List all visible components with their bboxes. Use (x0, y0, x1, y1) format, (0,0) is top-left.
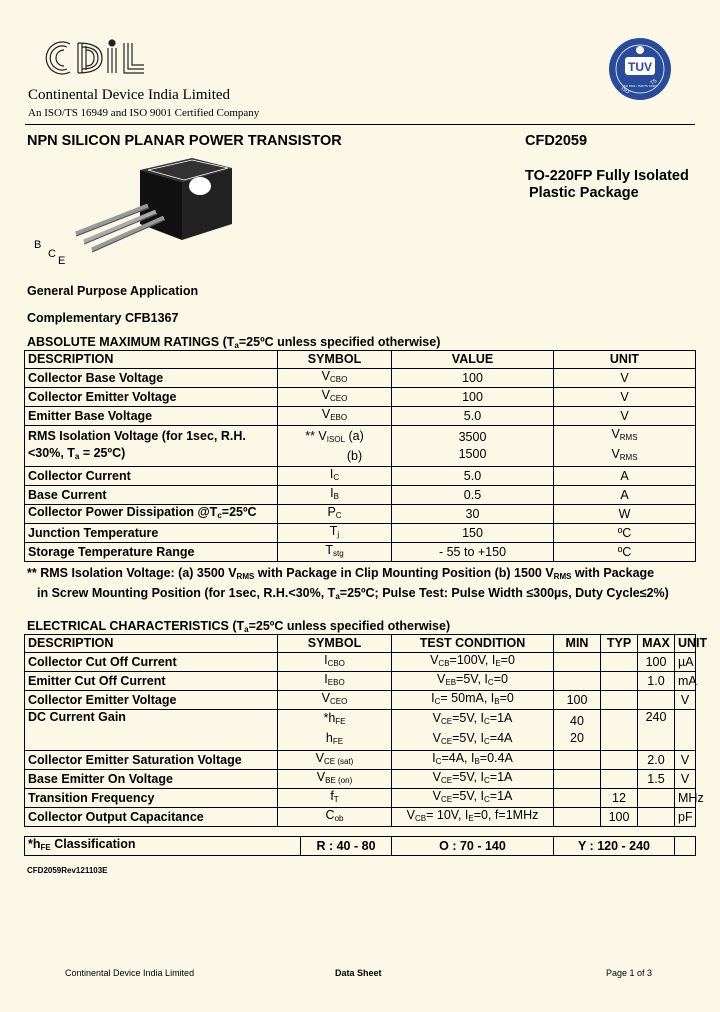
row-desc: Emitter Base Voltage (25, 407, 278, 426)
row-symbol (278, 808, 392, 827)
row-desc: Collector Current (25, 467, 278, 486)
cond-sub-b: E (468, 814, 474, 823)
certification-text: An ISO/TS 16949 and ISO 9001 Certified Company (28, 107, 260, 119)
symbol-sub: FE (335, 717, 346, 726)
symbol-sub: ob (334, 814, 344, 823)
note-2b: =25ºC; Pulse Test: Pulse Width ≤300µs, Duty Cycle≤2%) (339, 586, 669, 600)
row-value: 100 (392, 369, 554, 388)
col-symbol: SYMBOL (278, 635, 392, 653)
svg-text:ISO: ISO (619, 85, 631, 96)
package-line-2: Plastic Package (529, 185, 639, 201)
min-line-2: 20 (570, 731, 584, 745)
abs-max-heading (27, 335, 440, 350)
elec-heading-tail: =25ºC unless specified otherwise) (248, 619, 451, 633)
row-unit: MHz (675, 789, 696, 808)
cond-a: V (437, 672, 446, 686)
table-row (25, 505, 696, 524)
tuv-badge (608, 37, 672, 101)
isolation-note-line-2 (37, 586, 669, 601)
hfe-class-r: R : 40 - 80 (301, 837, 392, 856)
symbol-text: I (324, 653, 328, 667)
table-row (25, 789, 696, 808)
symbol-text: I (330, 486, 334, 500)
symbol-sub: CEO (330, 394, 348, 403)
row-symbol (278, 691, 392, 710)
symbol-text: P (327, 505, 336, 519)
row-desc: Storage Temperature Range (25, 543, 278, 562)
row-symbol (278, 789, 392, 808)
min-line-1: 40 (570, 714, 584, 728)
hfe-label-sub: FE (40, 843, 51, 852)
cond2-c: =4A (489, 731, 513, 745)
row-unit: V (554, 407, 696, 426)
row-desc: Junction Temperature (25, 524, 278, 543)
desc-line-2-sub: a (74, 451, 80, 461)
note-2-sub: a (335, 592, 340, 601)
row-min (554, 710, 601, 751)
elec-heading (27, 619, 450, 634)
cond-b: =5V, I (452, 789, 484, 803)
cond2-sub-b: C (483, 737, 490, 746)
cond2-a: V (432, 731, 441, 745)
hfe-label (25, 837, 301, 856)
desc-tail: =25ºC (221, 505, 257, 519)
cond-sub-a: C (434, 697, 441, 706)
hfe-class-o: O : 70 - 140 (392, 837, 554, 856)
symbol-tail: (a) (345, 428, 364, 443)
cond-sub-b: C (483, 795, 490, 804)
table-row (25, 691, 696, 710)
cond-c: =1A (489, 770, 513, 784)
col-max: MAX (638, 635, 675, 653)
row-unit: V (675, 751, 696, 770)
row-symbol (278, 672, 392, 691)
table-row (25, 486, 696, 505)
symbol-sub: C (335, 511, 342, 520)
note-1a: ** RMS Isolation Voltage: (a) 3500 V (27, 566, 237, 580)
desc-sub: c (217, 511, 222, 520)
symbol-text: f (330, 789, 334, 803)
hfe-class-y: Y : 120 - 240 (554, 837, 675, 856)
company-logo (40, 38, 148, 83)
row-unit: V (675, 691, 696, 710)
note-1c: with Package (571, 566, 655, 580)
symbol-line-2: (b) (346, 448, 363, 463)
symbol-sub: CBO (330, 375, 348, 384)
row-desc: Base Current (25, 486, 278, 505)
symbol-text: V (321, 691, 330, 705)
complementary-text: Complementary CFB1367 (27, 311, 179, 325)
row-symbol (278, 770, 392, 789)
col-description: DESCRIPTION (25, 351, 278, 369)
table-header-row (25, 635, 696, 653)
symbol-line-2: h (325, 731, 333, 745)
cond-b: =5V, I (452, 711, 484, 725)
footer-company: Continental Device India Limited (65, 968, 195, 978)
table-row (25, 524, 696, 543)
row-symbol (278, 524, 392, 543)
row-value: 100 (392, 388, 554, 407)
table-row (25, 407, 696, 426)
row-unit: ºC (554, 524, 696, 543)
abs-max-heading-sub: a (234, 341, 239, 350)
svg-text:TS: TS (649, 78, 659, 87)
doc-title: NPN SILICON PLANAR POWER TRANSISTOR (27, 133, 342, 149)
cond-c: =0 (499, 691, 514, 705)
pin-label-c: C (48, 248, 56, 260)
col-description: DESCRIPTION (25, 635, 278, 653)
row-typ (601, 770, 638, 789)
row-desc: Base Emitter On Voltage (25, 770, 278, 789)
row-value: 5.0 (392, 467, 554, 486)
package-line-1: TO-220FP Fully Isolated (525, 168, 689, 184)
row-symbol (278, 710, 392, 751)
row-desc: Collector Cut Off Current (25, 653, 278, 672)
note-1-sub-1: RMS (236, 572, 255, 581)
header-rule (25, 124, 695, 125)
cond-a: V (432, 770, 441, 784)
symbol-text: V (321, 369, 330, 383)
abs-max-table (24, 350, 696, 562)
row-symbol (278, 407, 392, 426)
table-row (25, 770, 696, 789)
symbol-sub: B (333, 492, 339, 501)
row-unit: pF (675, 808, 696, 827)
row-min (554, 751, 601, 770)
symbol-text: I (324, 672, 328, 686)
cond-sub-a: CE (440, 717, 453, 726)
row-unit: V (554, 388, 696, 407)
symbol-sub: C (333, 473, 340, 482)
elec-heading-text: ELECTRICAL CHARACTERISTICS (T (27, 619, 245, 633)
row-value: 5.0 (392, 407, 554, 426)
application-text: General Purpose Application (27, 284, 199, 298)
row-value: 30 (392, 505, 554, 524)
cond-sub-a: CB (414, 814, 427, 823)
cond-sub-a: CE (440, 776, 453, 785)
row-value: 150 (392, 524, 554, 543)
row-symbol (278, 388, 392, 407)
footer-doc-type: Data Sheet (335, 968, 382, 978)
cond-b: =4A, I (441, 751, 475, 765)
note-1-sub-2: RMS (553, 572, 572, 581)
cond-sub-b: C (487, 678, 494, 687)
row-min (554, 672, 601, 691)
revision-code: CFD2059Rev121103E (27, 866, 108, 875)
col-min: MIN (554, 635, 601, 653)
cond-b: =5V, I (456, 672, 488, 686)
symbol-sub: CE (sat) (324, 757, 354, 766)
row-unit (554, 426, 696, 467)
row-max: 1.5 (638, 770, 675, 789)
symbol-sub-2: FE (332, 737, 344, 746)
desc-line-1: RMS Isolation Voltage (for 1sec, R.H. (28, 428, 246, 443)
symbol-sub: T (333, 795, 339, 804)
row-max (638, 691, 675, 710)
col-value: VALUE (392, 351, 554, 369)
row-typ (601, 710, 638, 751)
row-typ (601, 653, 638, 672)
hfe-label-text: *h (28, 837, 41, 851)
row-typ (601, 751, 638, 770)
table-row (25, 672, 696, 691)
cond-b: =100V, I (449, 653, 496, 667)
row-symbol (278, 467, 392, 486)
part-number: CFD2059 (525, 133, 588, 149)
desc-line-2: <30%, T (28, 445, 75, 460)
cond-sub-b: C (483, 717, 490, 726)
note-2a: in Screw Mounting Position (for 1sec, R.H.<30%, T (37, 586, 336, 600)
row-min (554, 808, 601, 827)
col-typ: TYP (601, 635, 638, 653)
cdil-logo-icon (40, 38, 148, 78)
row-symbol (278, 486, 392, 505)
symbol-text: V (321, 407, 331, 421)
col-unit: UNIT (554, 351, 696, 369)
row-condition (392, 770, 554, 789)
col-test-condition: TEST CONDITION (392, 635, 554, 653)
row-min (554, 770, 601, 789)
cond-sub-a: CB (438, 659, 450, 668)
row-condition (392, 653, 554, 672)
symbol-text: I (329, 467, 334, 481)
col-unit: UNIT (675, 635, 696, 653)
row-desc: Transition Frequency (25, 789, 278, 808)
row-unit: W (554, 505, 696, 524)
cond-sub-b: B (494, 697, 500, 706)
symbol-text: T (325, 543, 333, 557)
row-typ: 12 (601, 789, 638, 808)
symbol-sub: ISOL (326, 434, 346, 444)
table-row (25, 837, 696, 856)
note-1b: with Package in Clip Mounting Position (b) 1500 V (254, 566, 554, 580)
row-symbol (278, 543, 392, 562)
row-condition (392, 789, 554, 808)
to220fp-package-icon (32, 158, 242, 270)
cond-c: =0 (500, 653, 515, 667)
cond2-sub-a: CE (440, 737, 453, 746)
cond-sub-a: CE (440, 795, 453, 804)
hfe-empty-cell (675, 837, 696, 856)
value-line-2: 1500 (458, 447, 487, 461)
row-desc: Collector Base Voltage (25, 369, 278, 388)
row-value: - 55 to +150 (392, 543, 554, 562)
col-symbol: SYMBOL (278, 351, 392, 369)
row-symbol (278, 505, 392, 524)
table-row (25, 543, 696, 562)
row-condition (392, 751, 554, 770)
symbol-sub: EBO (330, 413, 348, 422)
symbol-text: V (321, 388, 330, 402)
symbol-text: V (315, 751, 324, 765)
cond-c: =0.4A (479, 751, 513, 765)
cond-c: =1A (489, 789, 513, 803)
row-max: 100 (638, 653, 675, 672)
row-max: 240 (638, 710, 675, 751)
cond-a: V (432, 789, 441, 803)
table-row (25, 751, 696, 770)
desc-text: Collector Power Dissipation @T (28, 505, 218, 519)
cond-b: = 10V, I (426, 808, 469, 822)
row-desc: Collector Emitter Voltage (25, 691, 278, 710)
table-row (25, 426, 696, 467)
symbol-sub: CBO (327, 659, 345, 668)
cond-c: =0, f=1MHz (473, 808, 539, 822)
row-value (392, 426, 554, 467)
cond-b: = 50mA, I (440, 691, 495, 705)
unit-sub-2: RMS (619, 453, 638, 462)
row-typ (601, 691, 638, 710)
row-desc (25, 426, 278, 467)
symbol-text: T (329, 524, 338, 538)
symbol-text: V (316, 770, 326, 784)
hfe-classification-table (24, 836, 696, 856)
abs-max-heading-tail: =25ºC unless specified otherwise) (238, 335, 441, 349)
row-typ: 100 (601, 808, 638, 827)
abs-max-heading-text: ABSOLUTE MAXIMUM RATINGS (T (27, 335, 235, 349)
row-desc: DC Current Gain (25, 710, 278, 751)
cond-a: I (431, 691, 435, 705)
elec-heading-sub: a (244, 625, 249, 634)
row-min (554, 789, 601, 808)
isolation-note-line-1 (27, 566, 654, 581)
row-desc: Collector Output Capacitance (25, 808, 278, 827)
row-desc: Emitter Cut Off Current (25, 672, 278, 691)
badge-sub-text: ISO 9001 / ISO/TS 16949 (622, 84, 658, 88)
row-max: 2.0 (638, 751, 675, 770)
cond-c: =0 (493, 672, 508, 686)
symbol-sub: stg (332, 549, 344, 558)
cond-a: V (406, 808, 415, 822)
row-desc (25, 505, 278, 524)
row-condition (392, 710, 554, 751)
cond-c: =1A (489, 711, 513, 725)
row-desc: Collector Emitter Saturation Voltage (25, 751, 278, 770)
row-unit (675, 710, 696, 751)
desc-line-2-tail: = 25ºC) (79, 445, 126, 460)
elec-table (24, 634, 708, 827)
cond-a: I (432, 751, 436, 765)
row-symbol (278, 751, 392, 770)
table-row (25, 808, 696, 827)
cond-a: V (430, 653, 439, 667)
cond-sub-b: B (474, 757, 480, 766)
value-line-1: 3500 (458, 430, 487, 444)
symbol-sub: EBO (327, 678, 345, 687)
pin-label-b: B (34, 239, 42, 251)
row-unit: V (554, 369, 696, 388)
row-value: 0.5 (392, 486, 554, 505)
company-name: Continental Device India Limited (28, 87, 231, 103)
cond-sub-b: E (495, 659, 501, 668)
cond-sub-a: C (435, 757, 442, 766)
cond-sub-a: EB (445, 678, 457, 687)
table-row (25, 388, 696, 407)
row-condition (392, 808, 554, 827)
row-unit: µA (675, 653, 696, 672)
row-min (554, 653, 601, 672)
cond2-b: =5V, I (452, 731, 484, 745)
table-row (25, 710, 696, 751)
row-max (638, 789, 675, 808)
row-condition (392, 672, 554, 691)
row-max (638, 808, 675, 827)
cond-b: =5V, I (452, 770, 484, 784)
row-desc: Collector Emitter Voltage (25, 388, 278, 407)
pin-label-e: E (58, 255, 66, 267)
row-unit: A (554, 486, 696, 505)
unit-line-1: V (611, 427, 620, 441)
symbol-sub: BE (on) (325, 776, 353, 785)
symbol-text: *h (323, 711, 336, 725)
cond-a: V (432, 711, 441, 725)
table-header-row (25, 351, 696, 369)
row-unit: V (675, 770, 696, 789)
hfe-label-tail: Classification (50, 837, 136, 851)
footer-page: Page 1 of 3 (606, 968, 653, 978)
row-unit: A (554, 467, 696, 486)
symbol-sub: j (337, 530, 340, 539)
row-max: 1.0 (638, 672, 675, 691)
row-symbol (278, 369, 392, 388)
table-row (25, 467, 696, 486)
symbol-text: C (325, 808, 335, 822)
row-condition (392, 691, 554, 710)
unit-line-2: V (611, 447, 620, 461)
table-row (25, 369, 696, 388)
row-symbol (278, 426, 392, 467)
row-min: 100 (554, 691, 601, 710)
symbol-text: ** V (305, 428, 327, 443)
row-unit: ºC (554, 543, 696, 562)
cond-sub-b: C (483, 776, 490, 785)
row-symbol (278, 653, 392, 672)
row-unit: mA (675, 672, 696, 691)
badge-text: TUV (628, 60, 652, 74)
table-row (25, 653, 696, 672)
row-typ (601, 672, 638, 691)
symbol-sub: CEO (330, 697, 348, 706)
unit-sub-1: RMS (619, 433, 638, 442)
